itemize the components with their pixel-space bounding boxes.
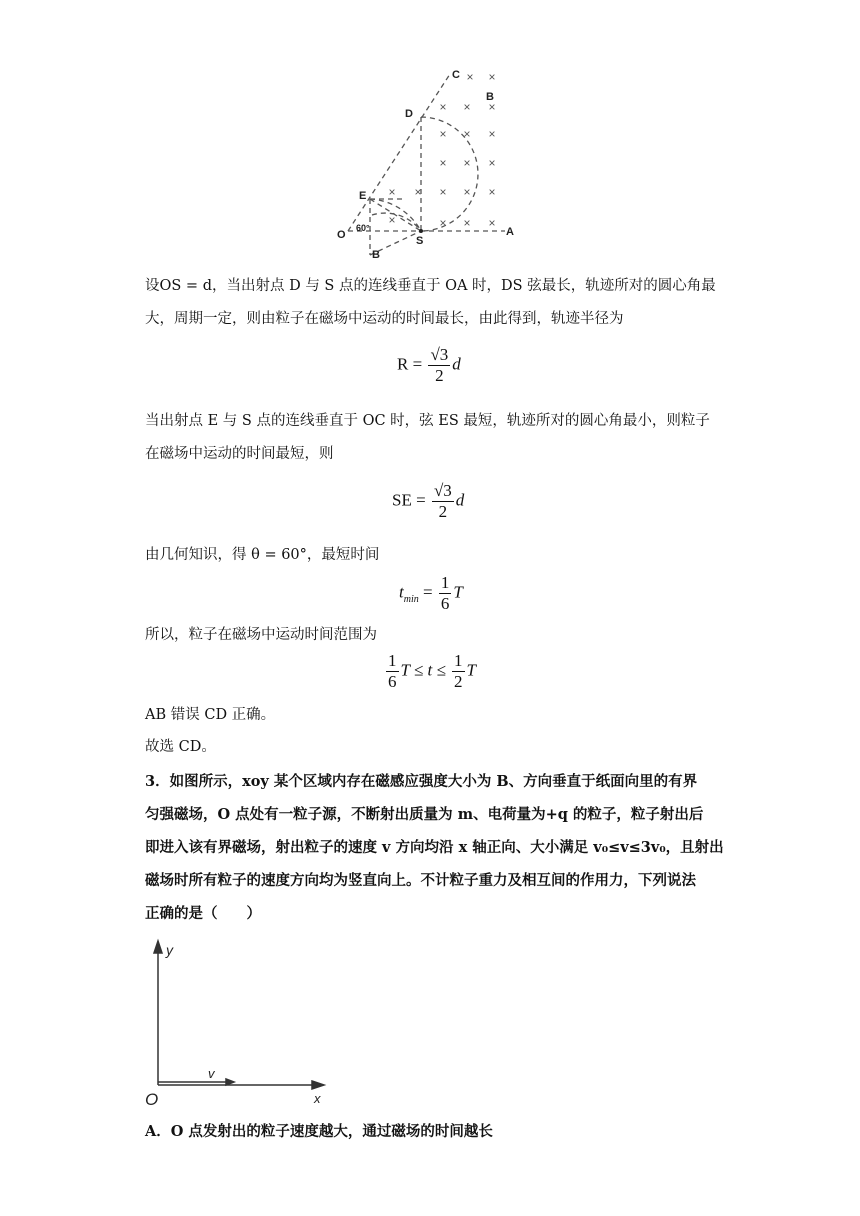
paragraph-3: 由几何知识，得 θ = 60°，最短时间 [145,547,380,563]
velocity-arrowhead [226,1079,234,1085]
svg-text:×: × [414,185,422,199]
label-angle: 60° [356,223,370,233]
label-x: x [314,1091,321,1106]
x-axis-arrow [312,1081,324,1089]
label-O2: O [145,1090,159,1109]
svg-text:×: × [439,100,447,114]
y-axis-arrow [154,941,162,953]
svg-text:×: × [463,185,471,199]
label-D: D [405,108,413,120]
label-O: O [337,229,346,241]
paragraph-1-line-1: 设OS = d，当出射点 D 与 S 点的连线垂直于 OA 时，DS 弦最长，轨迹所对的圆心角最 [145,278,716,294]
svg-text:×: × [463,127,471,141]
svg-text:×: × [466,70,474,84]
label-C: C [452,69,460,81]
paragraph-1-line-2: 大，周期一定，则由粒子在磁场中运动的时间最长，由此得到，轨迹半径为 [145,311,624,327]
equation-tmin: $t_{min}$ = $\frac{1}{6}$ T [399,573,463,613]
question-3-line-5: 正确的是（ ） [145,905,261,922]
field-geometry-figure [0,0,860,270]
svg-text:×: × [439,156,447,170]
svg-text:×: × [488,100,496,114]
svg-text:×: × [463,100,471,114]
svg-text:×: × [439,216,447,230]
field-cross-marks [388,70,495,230]
question-3-line-1: 3．如图所示，xoy 某个区域内存在磁感应强度大小为 B、方向垂直于纸面向里的有界 [145,773,698,790]
svg-text:×: × [388,185,396,199]
axes-figure [0,935,860,1135]
label-bottom-B: B [372,249,380,261]
label-A: A [506,226,514,238]
svg-text:×: × [463,156,471,170]
svg-text:×: × [439,185,447,199]
question-3-line-4: 磁场时所有粒子的速度方向均为竖直向上。不计粒子重力及相互间的作用力，下列说法 [145,872,696,889]
equation-SE: SE = $\frac{√3}{2}$ d [392,481,465,521]
question-3-line-3: 即进入该有界磁场，射出粒子的速度 v 方向均沿 x 轴正向、大小满足 v₀≤v≤3v₀，且射出 [145,839,724,856]
svg-text:×: × [439,127,447,141]
paragraph-6: 故选 CD。 [145,739,216,755]
paragraph-2-line-1: 当出射点 E 与 S 点的连线垂直于 OC 时，弦 ES 最短，轨迹所对的圆心角最小，则粒子 [145,413,710,429]
svg-text:×: × [488,70,496,84]
paragraph-5: AB 错误 CD 正确。 [145,707,276,723]
option-A: A．O 点发射出的粒子速度越大，通过磁场的时间越长 [145,1123,493,1140]
equation-range: $\frac{1}{6}$ T ≤ t ≤ $\frac{1}{2}$ T [388,651,476,691]
paragraph-2-line-2: 在磁场中运动的时间最短，则 [145,446,334,462]
svg-text:×: × [488,216,496,230]
svg-text:×: × [488,127,496,141]
svg-text:×: × [463,216,471,230]
question-3-line-2: 匀强磁场，O 点处有一粒子源，不断射出质量为 m、电荷量为+q 的粒子，粒子射出后 [145,806,704,823]
label-E: E [359,190,367,202]
svg-text:×: × [488,185,496,199]
equation-radius: R = $\frac{√3}{2}$ d [397,345,461,385]
label-y: y [166,942,173,958]
label-v: v [208,1066,215,1081]
label-B: B [486,91,494,103]
svg-text:×: × [388,213,396,227]
label-S: S [416,235,424,247]
paragraph-4: 所以，粒子在磁场中运动时间范围为 [145,627,377,643]
svg-text:×: × [488,156,496,170]
point-S [419,229,423,233]
